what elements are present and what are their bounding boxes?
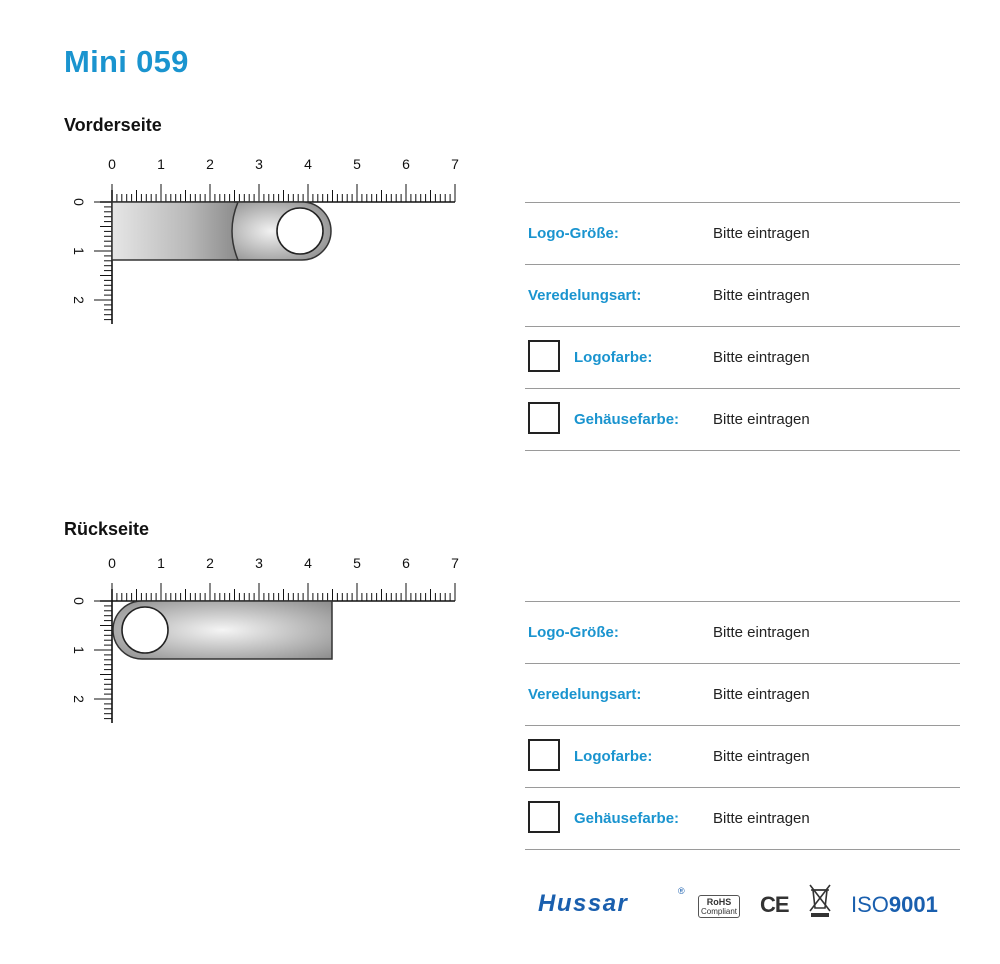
front-usb-drawing bbox=[60, 150, 480, 330]
field-row bbox=[525, 264, 960, 326]
rohs-logo bbox=[698, 895, 740, 918]
field-value[interactable]: Bitte eintragen bbox=[713, 349, 810, 366]
keyring-hole bbox=[122, 607, 168, 653]
certification-logos bbox=[535, 880, 955, 930]
ruler-side-label: 1 bbox=[71, 646, 87, 654]
ruler-top-label: 7 bbox=[451, 555, 459, 571]
back-form bbox=[525, 601, 960, 850]
rohs-label: RoHS bbox=[706, 897, 732, 907]
field-value[interactable]: Bitte eintragen bbox=[713, 748, 810, 765]
field-row bbox=[525, 787, 960, 850]
field-row bbox=[525, 202, 960, 264]
rohs-sub-label: Compliant bbox=[700, 907, 737, 916]
field-label: Veredelungsart: bbox=[528, 686, 642, 703]
field-label: Logo-Größe: bbox=[528, 225, 619, 242]
field-value[interactable]: Bitte eintragen bbox=[713, 411, 810, 428]
back-usb-drawing bbox=[60, 549, 480, 729]
front-ruler-diagram bbox=[60, 150, 480, 330]
ruler-side-label: 0 bbox=[71, 198, 87, 206]
color-checkbox[interactable] bbox=[528, 801, 560, 833]
ruler-top-label: 4 bbox=[304, 555, 312, 571]
field-label: Logofarbe: bbox=[574, 748, 653, 765]
field-value[interactable]: Bitte eintragen bbox=[713, 287, 810, 304]
field-label: Logo-Größe: bbox=[528, 624, 619, 641]
hussar-logo: Hussar bbox=[538, 890, 629, 917]
ruler-top-label: 1 bbox=[157, 555, 165, 571]
ruler-side-label: 0 bbox=[71, 597, 87, 605]
field-value[interactable]: Bitte eintragen bbox=[713, 624, 810, 641]
ruler-top-label: 7 bbox=[451, 156, 459, 172]
field-row bbox=[525, 601, 960, 663]
ruler-top-label: 5 bbox=[353, 156, 361, 172]
field-row bbox=[525, 326, 960, 388]
iso-9001-logo bbox=[851, 892, 938, 918]
back-ruler-diagram bbox=[60, 549, 480, 729]
ruler-top-label: 3 bbox=[255, 555, 263, 571]
iso-prefix: ISO bbox=[851, 892, 889, 917]
front-form bbox=[525, 202, 960, 451]
field-value[interactable]: Bitte eintragen bbox=[713, 810, 810, 827]
ruler-top-label: 0 bbox=[108, 156, 116, 172]
iso-number: 9001 bbox=[888, 892, 938, 917]
color-checkbox[interactable] bbox=[528, 739, 560, 771]
field-row bbox=[525, 725, 960, 787]
color-checkbox[interactable] bbox=[528, 340, 560, 372]
ce-mark: CE bbox=[760, 892, 789, 917]
ruler-side-label: 2 bbox=[71, 695, 87, 703]
ruler-top-label: 0 bbox=[108, 555, 116, 571]
usb-body bbox=[112, 202, 238, 260]
ruler-top-label: 6 bbox=[402, 555, 410, 571]
ruler-top-label: 4 bbox=[304, 156, 312, 172]
field-row bbox=[525, 663, 960, 725]
field-value[interactable]: Bitte eintragen bbox=[713, 686, 810, 703]
ruler-top-label: 2 bbox=[206, 555, 214, 571]
ruler-side-label: 2 bbox=[71, 296, 87, 304]
ruler-top-label: 1 bbox=[157, 156, 165, 172]
field-value[interactable]: Bitte eintragen bbox=[713, 225, 810, 242]
color-checkbox[interactable] bbox=[528, 402, 560, 434]
ruler-top-label: 2 bbox=[206, 156, 214, 172]
weee-bin-icon bbox=[807, 882, 833, 918]
field-label: Logofarbe: bbox=[574, 349, 653, 366]
field-label: Gehäusefarbe: bbox=[574, 411, 680, 428]
ruler-side-label: 1 bbox=[71, 247, 87, 255]
ruler-top-label: 3 bbox=[255, 156, 263, 172]
field-label: Gehäusefarbe: bbox=[574, 810, 680, 827]
field-row bbox=[525, 388, 960, 451]
front-heading: Vorderseite bbox=[64, 115, 162, 135]
keyring-hole bbox=[277, 208, 323, 254]
ruler-top-label: 6 bbox=[402, 156, 410, 172]
back-heading: Rückseite bbox=[64, 519, 150, 539]
ruler-top-label: 5 bbox=[353, 555, 361, 571]
page-title: Mini 059 bbox=[64, 44, 189, 79]
registered-mark: ® bbox=[678, 886, 685, 896]
field-label: Veredelungsart: bbox=[528, 287, 642, 304]
